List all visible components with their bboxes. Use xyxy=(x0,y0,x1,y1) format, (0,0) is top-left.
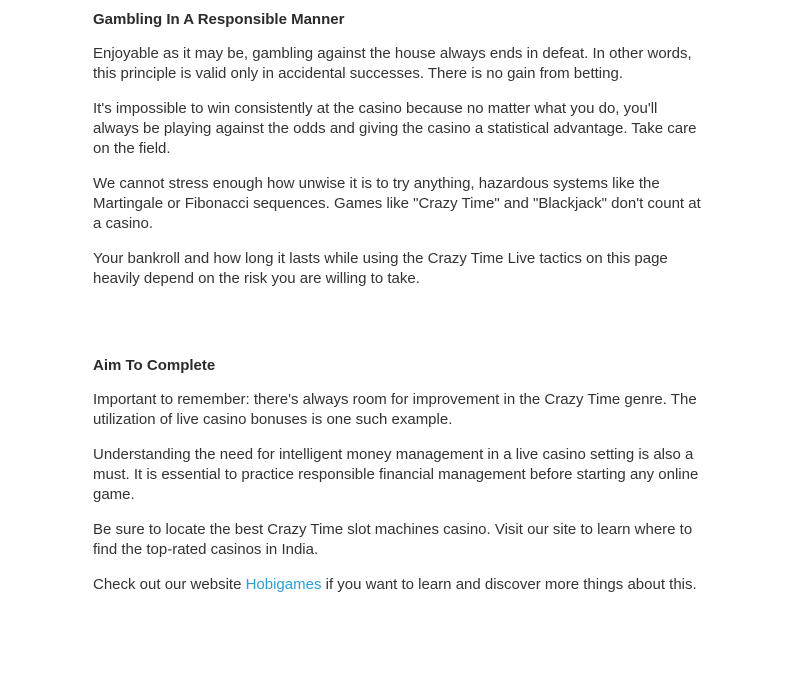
final-paragraph xyxy=(93,575,703,595)
section-heading: Aim To Complete xyxy=(93,357,216,374)
section-heading: Gambling In A Responsible Manner xyxy=(93,11,345,28)
paragraph: Important to remember: there's always room for improvement in the Crazy Time genre. The utilization of live casino bonuses is one such example. xyxy=(93,391,697,428)
paragraph: It's impossible to win consistently at the casino because no matter what you do, you'll always be playing against the odds and giving the casino a statistical advantage. Take care on the field. xyxy=(93,100,697,157)
section-spacer xyxy=(93,304,703,356)
paragraph: Your bankroll and how long it lasts while using the Crazy Time Live tactics on this page heavily depend on the risk you are willing to take. xyxy=(93,250,668,287)
hobigames-link[interactable]: Hobigames xyxy=(245,576,322,593)
paragraph: Understanding the need for intelligent money management in a live casino setting is also a must. It is essential to practice responsible financial management before starting any online game. xyxy=(93,446,699,503)
final-paragraph-text-before: Check out our website xyxy=(93,576,246,593)
section-responsible-gambling xyxy=(93,10,703,289)
final-paragraph-text-after: if you want to learn and discover more things about this. xyxy=(321,576,697,593)
paragraph: Enjoyable as it may be, gambling against the house always ends in defeat. In other words, this principle is valid only in accidental successes. There is no gain from betting. xyxy=(93,45,692,82)
paragraph: We cannot stress enough how unwise it is to try anything, hazardous systems like the Martingale or Fibonacci sequences. Games like "Crazy Time" and "Blackjack" don't count at a casino. xyxy=(93,175,701,232)
paragraph: Be sure to locate the best Crazy Time slot machines casino. Visit our site to learn where to find the top-rated casinos in India. xyxy=(93,521,693,558)
document-body xyxy=(93,10,703,610)
section-aim-to-complete xyxy=(93,356,703,595)
